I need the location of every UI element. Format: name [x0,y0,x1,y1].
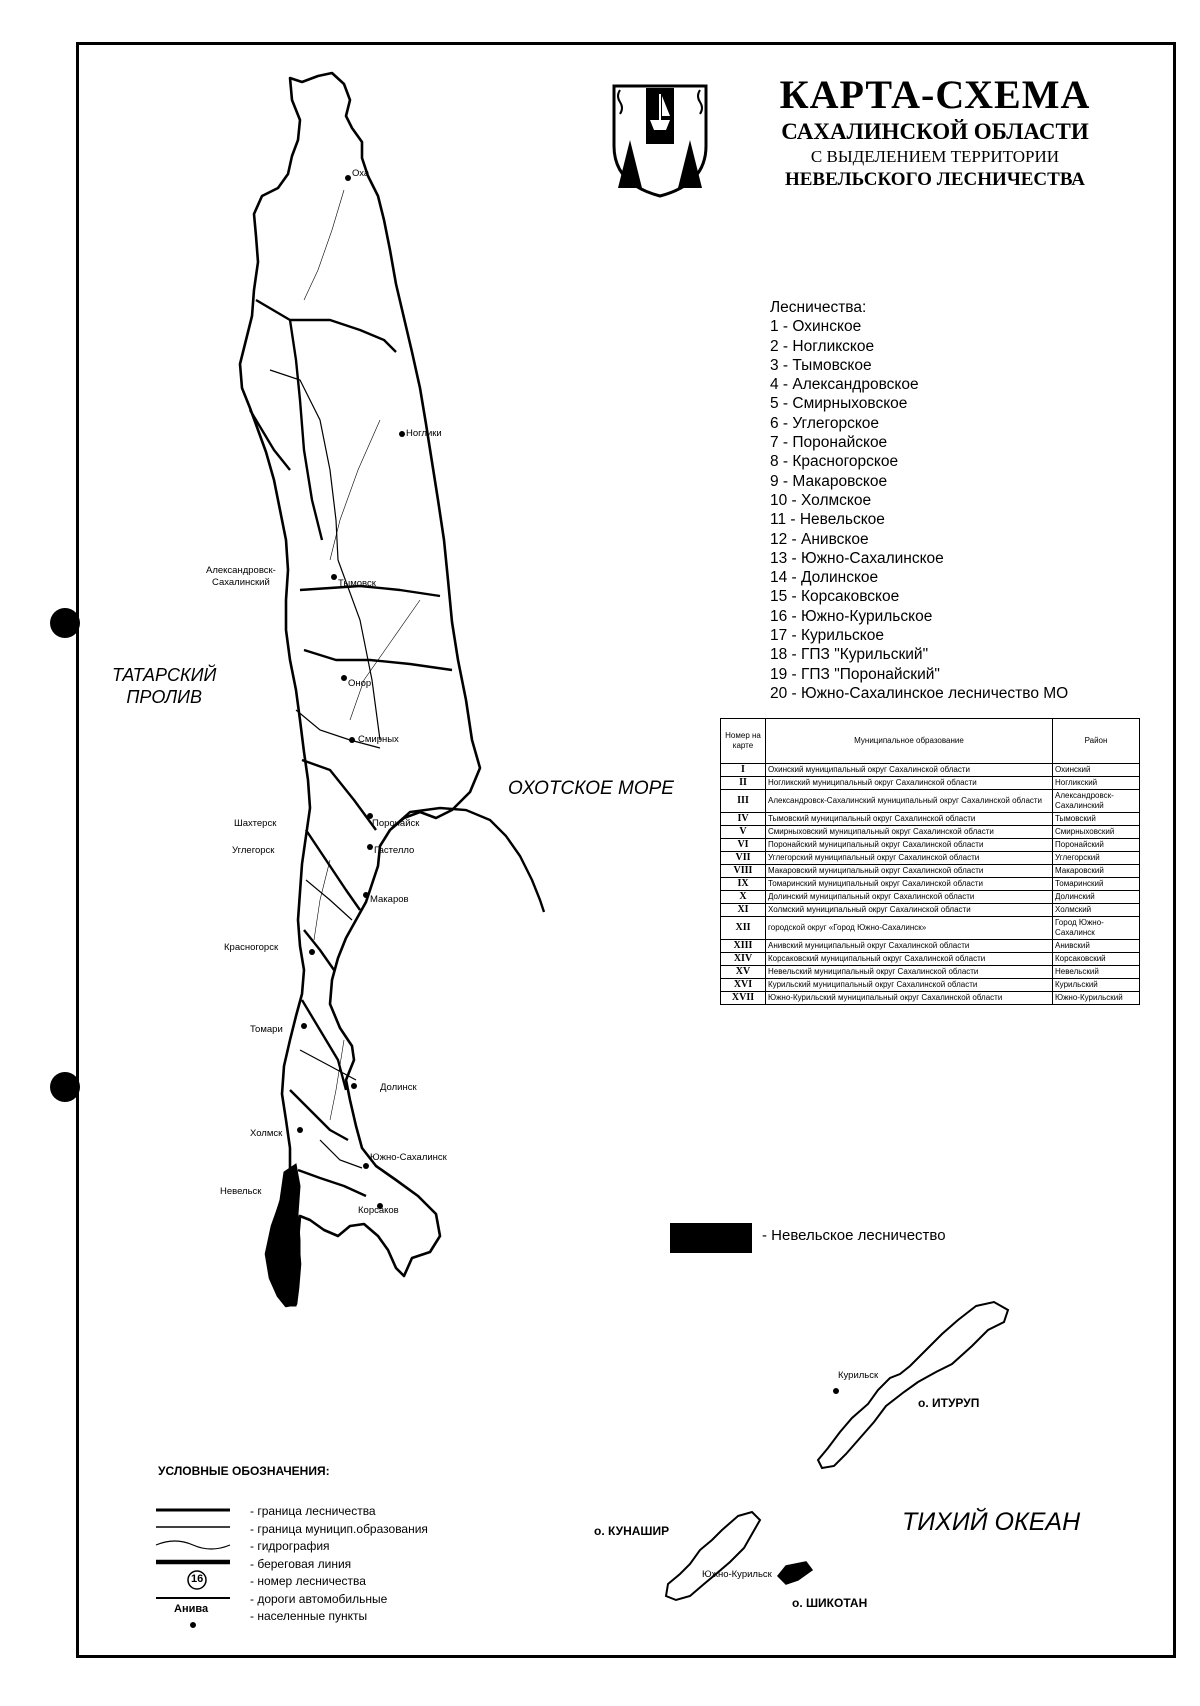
forestry-item: 20 - Южно-Сахалинское лесничество МО [770,684,1069,702]
title-subtitle: С ВЫДЕЛЕНИЕМ ТЕРРИТОРИИ [810,147,1060,166]
table-cell-district: Томаринский [1053,878,1140,891]
conventions-list [250,1503,428,1626]
table-cell-number: XII [721,917,766,940]
place-uglegorsk: Углегорск [232,845,275,856]
tatar-strait-label [112,664,216,708]
table-cell-number: XIII [721,940,766,953]
table-cell-number: XV [721,966,766,979]
forestry-item: 3 - Тымовское [770,356,872,374]
table-row [721,966,1140,979]
forestry-item: 19 - ГПЗ "Поронайский" [770,665,940,683]
place-onor: Онор [348,678,372,689]
table-cell-number: XVI [721,979,766,992]
table-cell-number: VIII [721,865,766,878]
table-cell-number: XVII [721,992,766,1005]
place-yuzhno-sakhalinsk: Южно-Сахалинск [370,1152,447,1163]
table-cell-district: Анивский [1053,940,1140,953]
kunashir-label: о. КУНАШИР [594,1524,670,1538]
table-cell-number: VII [721,852,766,865]
table-cell-municipality: Холмский муниципальный округ Сахалинской области [766,904,1053,917]
table-cell-municipality: Тымовский муниципальный округ Сахалинской области [766,813,1053,826]
pacific-ocean-label: ТИХИЙ ОКЕАН [902,1508,1081,1536]
nevelsk-forestry-area [266,1164,300,1306]
table-row [721,940,1140,953]
table-cell-district: Углегорский [1053,852,1140,865]
table-cell-number: XIV [721,953,766,966]
place-poronaysk: Поронайск [372,818,420,829]
forestry-item: 9 - Макаровское [770,472,888,490]
forestry-item: 14 - Долинское [770,569,879,587]
table-row [721,790,1140,813]
table-cell-district: Долинский [1053,891,1140,904]
place-aleksandrovsk-line2: Сахалинский [212,577,270,588]
place-krasnogorsk: Красногорск [224,942,279,953]
shikotan-label: о. ШИКОТАН [792,1596,868,1610]
forestry-item: 5 - Смирныховское [770,395,908,413]
place-nogliki: Ноглики [406,428,442,439]
table-cell-district: Смирныховский [1053,826,1140,839]
forestry-item: 2 - Ногликское [770,337,875,355]
table-cell-municipality: Корсаковский муниципальный округ Сахалинской области [766,953,1053,966]
tatar-strait-line2: ПРОЛИВ [126,687,203,707]
table-cell-district: Невельский [1053,966,1140,979]
title-forestry: НЕВЕЛЬСКОГО ЛЕСНИЧЕСТВА [784,169,1086,190]
table-cell-district: Ногликский [1053,777,1140,790]
table-cell-district: Курильский [1053,979,1140,992]
column-header-municipality: Муниципальное образование [766,719,1053,764]
table-cell-municipality: Смирныховский муниципальный округ Сахалинской области [766,826,1053,839]
table-cell-municipality: Охинский муниципальный округ Сахалинской области [766,764,1053,777]
table-row [721,852,1140,865]
convention-item: - гидрография [250,1539,330,1553]
table-cell-municipality: Томаринский муниципальный округ Сахалинской области [766,878,1053,891]
municipal-table-body [721,764,1140,1005]
place-kholmsk: Холмск [250,1128,283,1139]
place-shakhtersk: Шахтерск [234,818,277,829]
convention-item: - береговая линия [250,1556,352,1571]
table-cell-district: Южно-Курильский [1053,992,1140,1005]
table-cell-district: Холмский [1053,904,1140,917]
forestry-list-heading: Лесничества: [770,299,867,316]
table-row [721,891,1140,904]
table-header-row [721,719,1140,764]
place-aleksandrovsk-line1: Александровск- [206,565,276,576]
table-row [721,992,1140,1005]
conventions-sample-town: Анива [174,1603,209,1615]
forestry-item: 8 - Красногорское [770,453,899,471]
table-cell-district: Поронайский [1053,839,1140,852]
conventions-sample-number: 16 [191,1573,204,1585]
table-cell-district: Тымовский [1053,813,1140,826]
table-cell-municipality: Макаровский муниципальный округ Сахалинской области [766,865,1053,878]
place-okha: Оха [352,168,370,179]
iturup-label: о. ИТУРУП [918,1396,980,1410]
table-cell-municipality: Южно-Курильский муниципальный округ Сахалинской области [766,992,1053,1005]
table-row [721,904,1140,917]
forestry-item: 12 - Анивское [770,530,869,548]
iturup-outline [818,1302,1008,1468]
kunashir-outline [666,1512,760,1600]
table-row [721,777,1140,790]
forestry-item: 16 - Южно-Курильское [770,607,933,625]
map-title [735,72,1135,192]
table-cell-number: II [721,777,766,790]
place-tomari: Томари [250,1024,283,1035]
table-cell-municipality: Курильский муниципальный округ Сахалинской области [766,979,1053,992]
convention-item: - граница лесничества [250,1504,376,1518]
table-cell-district: Александровск-Сахалинский [1053,790,1140,813]
table-cell-municipality: Ногликский муниципальный округ Сахалинской области [766,777,1053,790]
table-cell-number: I [721,764,766,777]
forestry-item: 11 - Невельское [770,511,885,529]
table-cell-municipality: Поронайский муниципальный округ Сахалинской области [766,839,1053,852]
table-cell-district: Макаровский [1053,865,1140,878]
table-row [721,953,1140,966]
place-yuzhno-kurilsk: Южно-Курильск [702,1569,772,1580]
title-main: КАРТА-СХЕМА [779,72,1091,117]
conventions-heading: УСЛОВНЫЕ ОБОЗНАЧЕНИЯ: [158,1464,330,1478]
forestry-item: 6 - Углегорское [770,414,880,432]
table-cell-municipality: Анивский муниципальный округ Сахалинской области [766,940,1053,953]
shikotan-outline [778,1562,812,1584]
table-cell-municipality: Александровск-Сахалинский муниципальный округ Сахалинской области [766,790,1053,813]
municipal-table [720,718,1140,1005]
table-row [721,813,1140,826]
table-cell-district: Корсаковский [1053,953,1140,966]
table-row [721,917,1140,940]
forestry-item: 4 - Александровское [770,376,919,394]
forestry-item: 7 - Поронайское [770,434,888,452]
forestry-item: 10 - Холмское [770,491,872,509]
table-row [721,865,1140,878]
table-cell-municipality: Углегорский муниципальный округ Сахалинской области [766,852,1053,865]
coat-of-arms-emblem [610,80,710,198]
place-nevelsk: Невельск [220,1186,262,1197]
forestry-item: 1 - Охинское [770,318,862,336]
table-row [721,826,1140,839]
table-cell-number: X [721,891,766,904]
place-korsakov: Корсаков [358,1205,399,1216]
sakhalin-coastline [240,73,480,1306]
table-row [721,839,1140,852]
convention-item: - номер лесничества [250,1574,366,1588]
table-cell-number: IV [721,813,766,826]
convention-item: - дороги автомобильные [250,1591,388,1606]
column-header-number: Номер на карте [721,719,766,764]
place-tymovsk: Тымовск [338,578,376,589]
table-row [721,878,1140,891]
table-cell-municipality: городской округ «Город Южно-Сахалинск» [766,917,1053,940]
table-cell-number: III [721,790,766,813]
place-kurilsk: Курильск [838,1370,879,1381]
table-cell-district: Город Южно-Сахалинск [1053,917,1140,940]
forestry-item: 17 - Курильское [770,627,884,645]
place-gastello: Гастелло [374,845,415,856]
table-cell-district: Охинский [1053,764,1140,777]
nevelsk-legend-swatch [670,1223,752,1253]
place-dolinsk: Долинск [380,1082,417,1093]
table-cell-municipality: Долинский муниципальный округ Сахалинской области [766,891,1053,904]
table-row [721,764,1140,777]
title-region: САХАЛИНСКОЙ ОБЛАСТИ [781,119,1089,144]
column-header-district: Район [1053,719,1140,764]
tatar-strait-line1: ТАТАРСКИЙ [112,665,217,685]
forestry-item: 13 - Южно-Сахалинское [770,549,944,567]
table-row [721,979,1140,992]
place-makarov: Макаров [370,894,409,905]
place-smirnykh: Смирных [358,734,399,745]
convention-item: - населенные пункты [250,1609,368,1623]
forestry-item: 15 - Корсаковское [770,588,900,606]
forestry-item: 18 - ГПЗ "Курильский" [770,646,929,664]
table-cell-number: IX [721,878,766,891]
nevelsk-legend-label: - Невельское лесничество [762,1227,946,1244]
forestry-list [770,298,1068,703]
convention-item: - граница муницип.образования [250,1521,428,1536]
table-cell-number: VI [721,839,766,852]
table-cell-number: V [721,826,766,839]
okhotsk-sea-label: ОХОТСКОЕ МОРЕ [508,778,674,799]
table-cell-municipality: Невельский муниципальный округ Сахалинской области [766,966,1053,979]
table-cell-number: XI [721,904,766,917]
